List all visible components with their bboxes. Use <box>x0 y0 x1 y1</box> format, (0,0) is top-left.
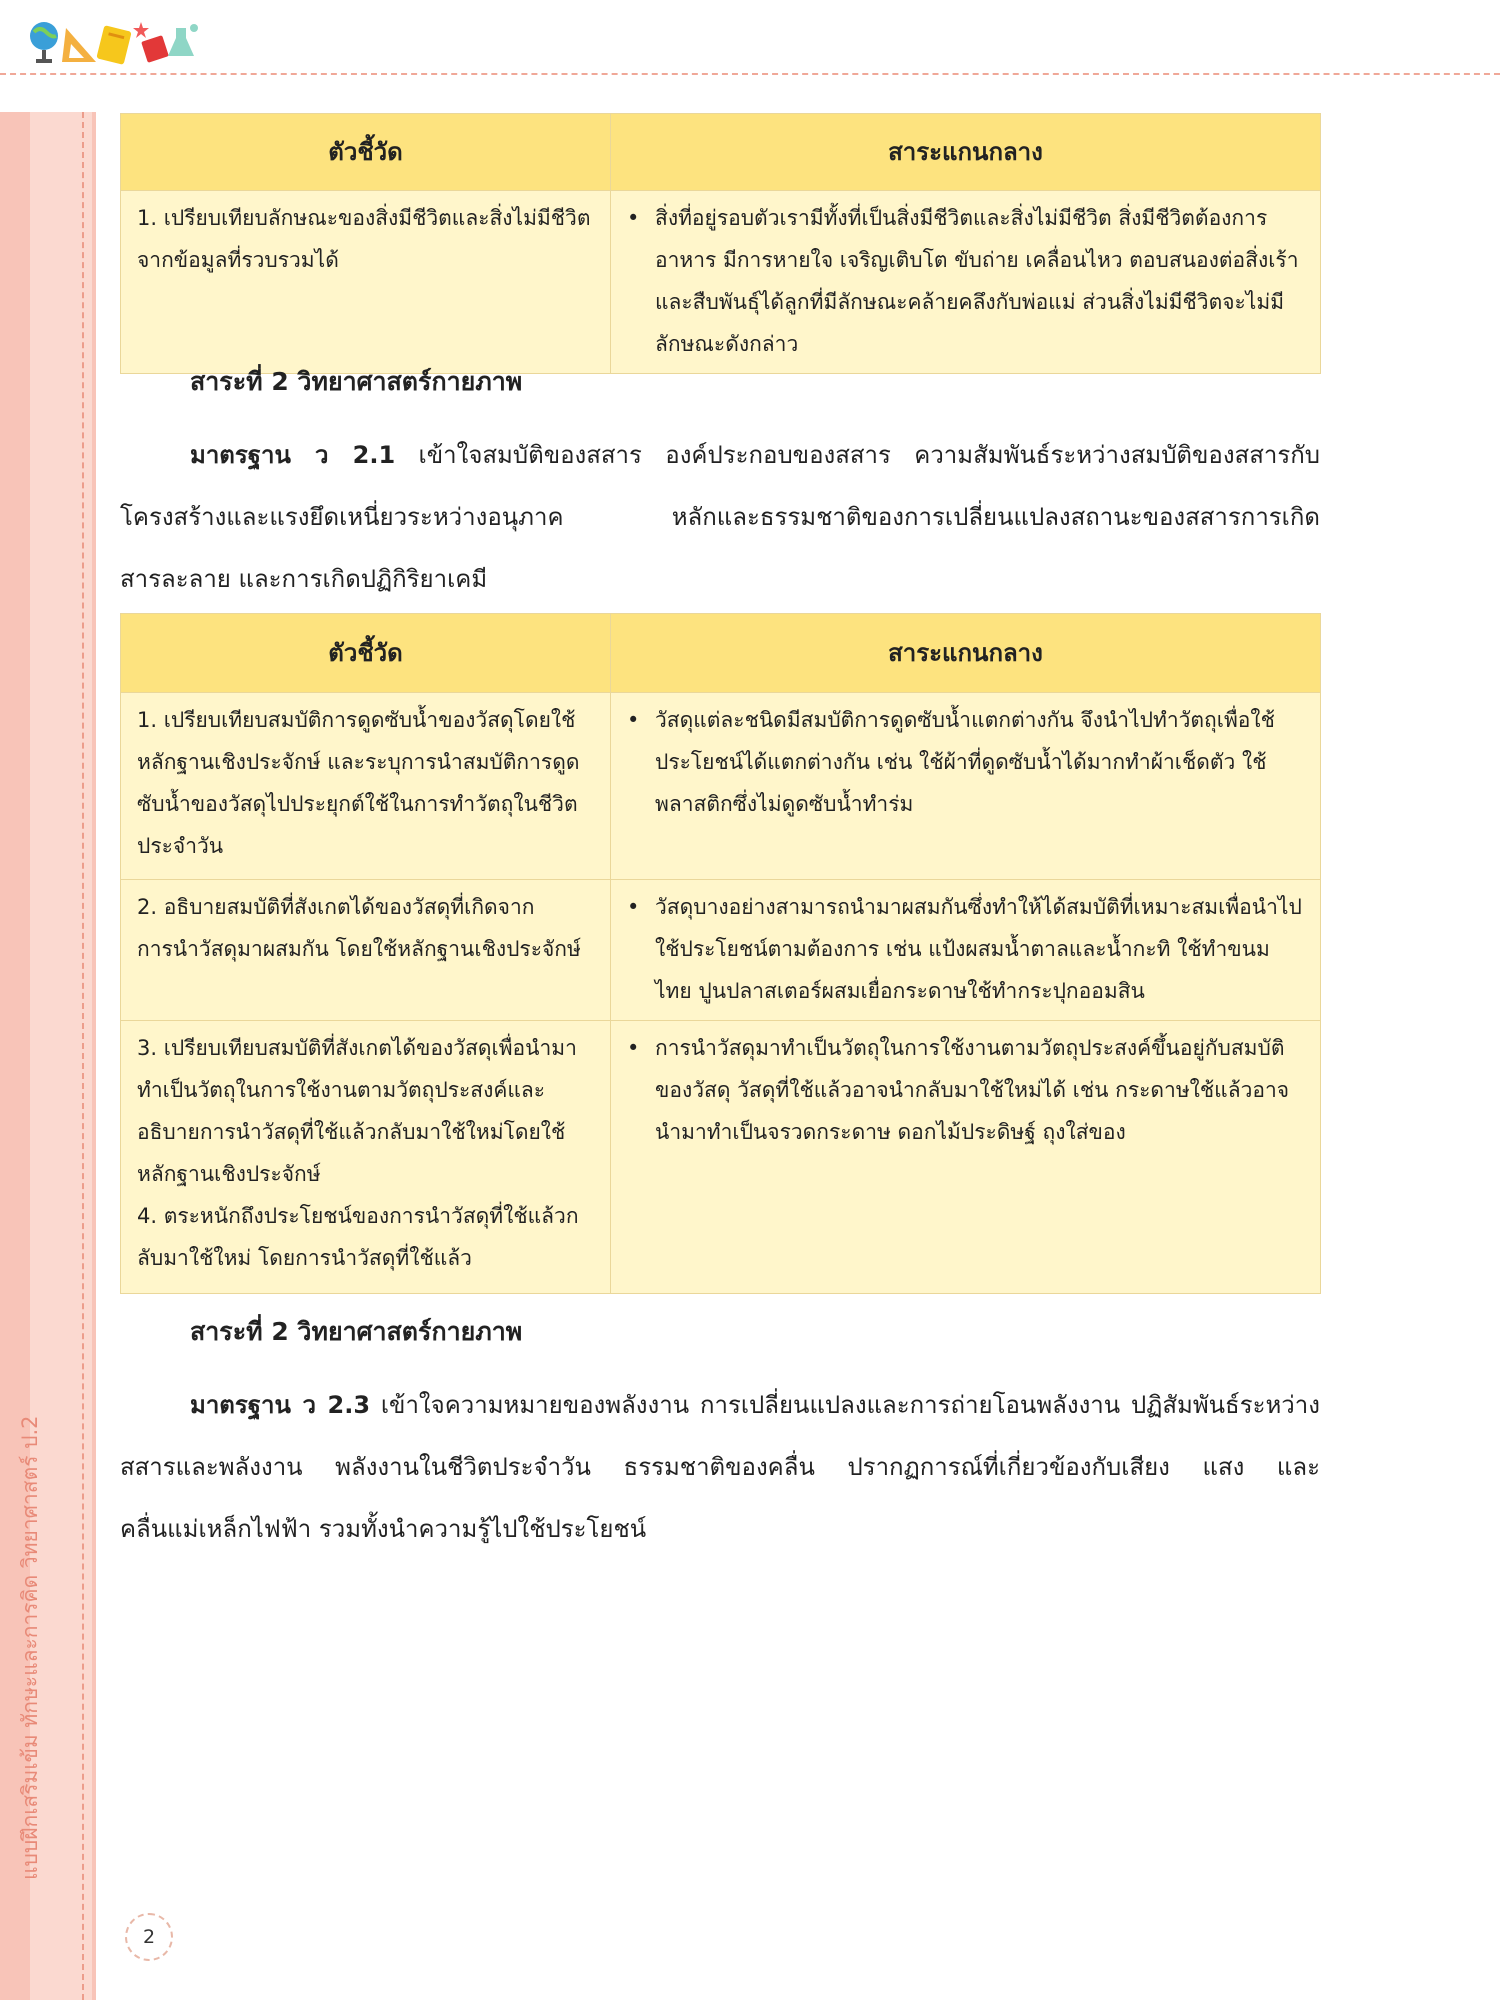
table-row <box>121 191 1321 374</box>
bullet-icon: • <box>627 1036 640 1060</box>
indicator-text-3: 3. เปรียบเทียบสมบัติที่สังเกตได้ของวัสดุเพื่อนำมาทำเป็นวัตถุในการใช้งานตามวัตถุประสงค์และอธิบายการนำวัสดุที่ใช้แล้วกลับมาใช้ใหม่โดยใช้หลักฐานเชิงประจักษ์ <box>137 1036 577 1186</box>
standard-text-1: เข้าใจสมบัติของสสาร องค์ประกอบของสสาร ความสัมพันธ์ระหว่างสมบัติของสสารกับโครงสร้างและแรงยึดเหนี่ยวระหว่างอนุภาค หลักและธรรมชาติของการเปลี่ยนแปลงสถานะของสสารการเกิดสารละลาย และการเกิดปฏิกิริยาเคมี <box>120 441 1320 593</box>
table-row <box>121 1021 1321 1294</box>
core-content-cell <box>611 880 1321 1021</box>
core-content-text: การนำวัสดุมาทำเป็นวัตถุในการใช้งานตามวัตถุประสงค์ขึ้นอยู่กับสมบัติของวัสดุ วัสดุที่ใช้แล้วอาจนำกลับมาใช้ใหม่ได้ เช่น กระดาษใช้แล้วอาจนำมาทำเป็นจรวดกระดาษ ดอกไม้ประดิษฐ์ ถุงใส่ของ <box>655 1036 1290 1144</box>
indicator-text-4: 4. ตระหนักถึงประโยชน์ของการนำวัสดุที่ใช้แล้วกลับมาใช้ใหม่ โดยการนำวัสดุที่ใช้แล้ว <box>137 1204 579 1270</box>
side-label: แบบฝึกเสริมเข้ม ทักษะและการคิด วิทยาศาสตร์ ป.2 <box>18 1415 42 1880</box>
strand-heading-1: สาระที่ 2 วิทยาศาสตร์กายภาพ <box>190 367 523 396</box>
indicator-cell: 2. อธิบายสมบัติที่สังเกตได้ของวัสดุที่เกิดจากการนำวัสดุมาผสมกัน โดยใช้หลักฐานเชิงประจักษ์ <box>121 880 611 1021</box>
bullet-icon: • <box>627 708 640 732</box>
standard-paragraph-2 <box>120 1374 1320 1560</box>
header-indicator: ตัวชี้วัด <box>121 614 611 693</box>
side-band-divider <box>82 112 84 2000</box>
standard-label-1: มาตรฐาน ว 2.1 <box>190 441 396 469</box>
bullet-icon: • <box>627 895 640 919</box>
bullet-icon: • <box>627 206 640 230</box>
header-core-content: สาระแกนกลาง <box>611 114 1321 191</box>
page-number: 2 <box>125 1913 173 1961</box>
standard-paragraph-1 <box>120 424 1320 610</box>
table-row <box>121 880 1321 1021</box>
book-icon <box>141 35 169 63</box>
header-decoration-icons <box>26 14 216 70</box>
table-row <box>121 693 1321 880</box>
header-divider <box>0 73 1500 75</box>
indicator-cell <box>121 1021 611 1294</box>
triangle-ruler-icon <box>62 28 96 62</box>
core-content-cell <box>611 693 1321 880</box>
core-content-text: วัสดุบางอย่างสามารถนำมาผสมกันซึ่งทำให้ได้สมบัติที่เหมาะสมเพื่อนำไปใช้ประโยชน์ตามต้องการ เช่น แป้งผสมน้ำตาลและน้ำกะทิ ใช้ทำขนมไทย ปูนปลาสเตอร์ผสมเยื่อกระดาษใช้ทำกระปุกออมสิน <box>655 895 1302 1003</box>
globe-icon <box>30 22 58 63</box>
core-content-cell <box>611 191 1321 374</box>
core-content-text: วัสดุแต่ละชนิดมีสมบัติการดูดซับน้ำแตกต่างกัน จึงนำไปทำวัตถุเพื่อใช้ประโยชน์ได้แตกต่างกัน เช่น ใช้ผ้าที่ดูดซับน้ำได้มากทำผ้าเช็ดตัว ใช้พลาสติกซึ่งไม่ดูดซับน้ำทำร่ม <box>655 708 1275 816</box>
standard-label-2: มาตรฐาน ว 2.3 <box>190 1391 371 1419</box>
indicator-table-2 <box>120 613 1321 1294</box>
indicator-cell: 1. เปรียบเทียบลักษณะของสิ่งมีชีวิตและสิ่งไม่มีชีวิตจากข้อมูลที่รวบรวมได้ <box>121 191 611 374</box>
standard-text-2: เข้าใจความหมายของพลังงาน การเปลี่ยนแปลงและการถ่ายโอนพลังงาน ปฏิสัมพันธ์ระหว่างสสารและพลังงาน พลังงานในชีวิตประจำวัน ธรรมชาติของคลื่น ปรากฏการณ์ที่เกี่ยวข้องกับเสียง แสง และคลื่นแม่เหล็กไฟฟ้า รวมทั้งนำความรู้ไปใช้ประโยชน์ <box>120 1391 1320 1543</box>
star-icon <box>133 22 149 38</box>
flask-icon <box>168 24 198 56</box>
header-core-content: สาระแกนกลาง <box>611 614 1321 693</box>
indicator-cell: 1. เปรียบเทียบสมบัติการดูดซับน้ำของวัสดุโดยใช้หลักฐานเชิงประจักษ์ และระบุการนำสมบัติการดูดซับน้ำของวัสดุไปประยุกต์ใช้ในการทำวัตถุในชีวิตประจำวัน <box>121 693 611 880</box>
header-indicator: ตัวชี้วัด <box>121 114 611 191</box>
notebook-icon <box>96 25 131 65</box>
strand-heading-2: สาระที่ 2 วิทยาศาสตร์กายภาพ <box>190 1317 523 1346</box>
core-content-cell <box>611 1021 1321 1294</box>
core-content-text: สิ่งที่อยู่รอบตัวเรามีทั้งที่เป็นสิ่งมีชีวิตและสิ่งไม่มีชีวิต สิ่งมีชีวิตต้องการอาหาร มีการหายใจ เจริญเติบโต ขับถ่าย เคลื่อนไหว ตอบสนองต่อสิ่งเร้า และสืบพันธุ์ได้ลูกที่มีลักษณะคล้ายคลึงกับพ่อแม่ ส่วนสิ่งไม่มีชีวิตจะไม่มีลักษณะดังกล่าว <box>655 206 1299 356</box>
indicator-table-1 <box>120 113 1321 374</box>
